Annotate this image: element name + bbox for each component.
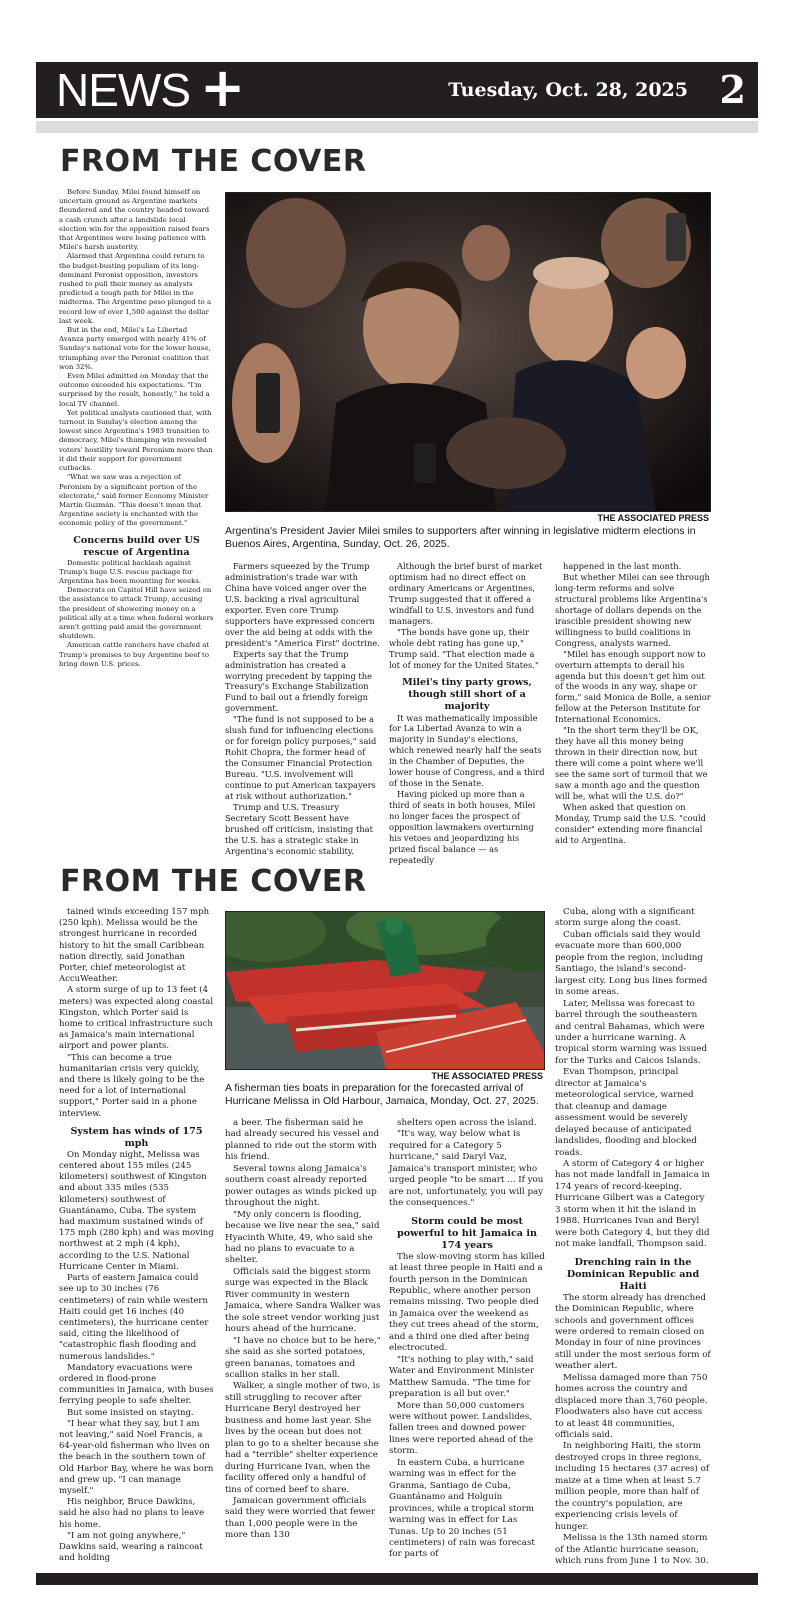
masthead-title: NEWS xyxy=(56,64,190,116)
paragraph: Jamaican government officials said they were worried that fewer than 1,000 people were in the more than 130 xyxy=(225,1495,376,1541)
paragraph: Officials said the biggest storm surge was expected in the Black River community in western Jamaica, where Sandra Walker was the sole street vendor working just hours ahead of the hurricane. xyxy=(225,1266,381,1335)
paragraph: His neighbor, Bruce Dawkins, said he also had no plans to leave his home. xyxy=(59,1497,205,1530)
story1-col3-paragraphs xyxy=(389,561,545,671)
paragraph: It was mathematically impossible for La Libertad Avanza to win a majority in Sunday's elections, which renewed nearly half the seats in the Chamber of Deputies, the lower house of Congress, and a third of those in the Senate. xyxy=(389,712,545,789)
story2-column-2 xyxy=(225,1118,381,1568)
story1-subheading-1: Concerns build over US rescue of Argentina xyxy=(73,534,200,558)
paragraph: Having picked up more than a third of seats in both houses, Milei no longer faces the prospect of opposition lawmakers overturning his vetoes and jeopardizing his prized fiscal balance — as repeatedly xyxy=(389,789,536,865)
story1-col2-paragraphs xyxy=(225,561,381,857)
paragraph: Experts say that the Trump administration has created a worrying precedent by tapping the Treasury's Exchange Stabilization Fund to bail out a friendly foreign government. xyxy=(225,648,373,714)
story1-column-3 xyxy=(389,561,545,866)
story1-photo-caption: Argentina's President Javier Milei smiles to supporters after winning in legislative midterm elections in Buenos Aires, Argentina, Sunday, Oct. 26, 2025. xyxy=(225,525,696,550)
story2-col3-paragraphs xyxy=(389,1118,545,1210)
paragraph: "I hear what they say, but I am not leaving," said Noel Francis, a 64-year-old fisherman who lives on the beach in the southern town of Old Harbor Bay, where he was born and grew up. "I can manage myself." xyxy=(59,1418,214,1496)
story2-col3b-paragraphs xyxy=(389,1252,545,1561)
story1-col3b-paragraphs xyxy=(389,713,545,866)
crowd-photo-image xyxy=(226,193,710,511)
paragraph: Even Milei admitted on Monday that the outcome exceeded his expectations. "I'm surprised by the result, honestly," he told a local TV channel. xyxy=(59,372,210,408)
paragraph: Cuban officials said they would evacuate more than 600,000 people from the region, including Santiago, the island's second-largest city. Long bus lines formed in some areas. xyxy=(555,929,708,998)
story2-photo-credit: THE ASSOCIATED PRESS xyxy=(431,1071,543,1081)
story1-subheading-2: Milei's tiny party grows, though still short of a majority xyxy=(402,676,532,712)
paragraph: Trump and U.S. Treasury Secretary Scott Bessent have brushed off criticism, insisting that the U.S. has a strategic stake in Argentina's economic stability. xyxy=(225,801,373,856)
paragraph: "Milei has enough support now to overturn attempts to derail his agenda but this doesn't get him out of the woods in any way, shape or form," said Monica de Bolle, a senior fellow at the Peterson Institute for International Economics. xyxy=(555,648,711,725)
section-title-story1: FROM THE COVER xyxy=(60,144,367,179)
story2-column-4 xyxy=(555,907,711,1567)
paragraph: Evan Thompson, principal director at Jamaica's meteorological service, warned that cleanup and damage assessment would be severely delayed because of anticipated landslides, flooding and blocked roads. xyxy=(555,1067,697,1158)
paragraph: Farmers squeezed by the Trump administration's trade war with China have voiced anger over the U.S. backing a rival agricultural exporter. Even core Trump supporters have expressed concern over the aid being at odds with the president's "America First" doctrine. xyxy=(225,561,380,648)
story1-photo xyxy=(225,192,711,512)
story2-column-3 xyxy=(389,1118,545,1568)
paragraph: When asked that question on Monday, Trump said the U.S. "could consider" extending more financial aid to Argentina. xyxy=(555,801,706,845)
paragraph: Yet political analysts cautioned that, with turnout in Sunday's election among the lowest since Argentina's 1983 transition to democracy, Milei's thumping win revealed voters' hostility toward Peronism more than it did their support for government cutbacks. xyxy=(59,408,213,473)
paragraph: Cuba, along with a significant storm surge along the coast. xyxy=(555,907,695,929)
paragraph: "I have no choice but to be here," she said as she sorted potatoes, green bananas, tomatoes and scallion stalks in her stall. xyxy=(225,1335,381,1380)
paragraph: The storm already has drenched the Dominican Republic, where schools and government offices were ordered to remain closed on Monday in four of nine provinces still under the most serious form of weather alert. xyxy=(555,1292,711,1372)
story1-col4-paragraphs xyxy=(555,561,711,846)
story2-col1-paragraphs xyxy=(59,907,214,1120)
story1-photo-credit: THE ASSOCIATED PRESS xyxy=(597,513,709,523)
plus-icon: + xyxy=(200,56,246,119)
paragraph: Democrats on Capitol Hill have seized on the assistance to attack Trump, accusing the president of showering money on a political ally at a time when federal workers aren't getting paid amid the government shutdown. xyxy=(59,586,214,641)
paragraph: Although the brief burst of market optimism had no direct effect on ordinary Americans or Argentines, Trump suggested that it offered a windfall to U.S. investors and fund managers. xyxy=(389,561,543,626)
story2-col2-paragraphs xyxy=(225,1118,381,1542)
paragraph: "The fund is not supposed to be a slush fund for influencing elections or for foreign policy purposes," said Rohit Chopra, the former head of the Consumer Financial Protection Bureau. "U.S. involvement will continue to put American taxpayers at risk without authorization." xyxy=(225,714,377,802)
paragraph: On Monday night, Melissa was centered about 155 miles (245 kilometers) southwest of Kingston and about 335 miles (535 kilometers) southwest of Guantánamo, Cuba. The system had maximum sustained winds of 175 mph (280 kph) and was moving northwest at 2 mph (4 kph), according to the U.S. National Hurricane Center in Miami. xyxy=(59,1149,214,1272)
paragraph: A storm of Category 4 or higher has not made landfall in Jamaica in 174 years of record-keeping. Hurricane Gilbert was a Category 3 storm when it hit the island in 1988. Hurricanes Ivan and Beryl were both Category 4, but they did not make landfall, Thompson said. xyxy=(555,1158,710,1250)
page-number: 2 xyxy=(719,67,746,112)
masthead-divider xyxy=(36,121,758,133)
paragraph: In neighboring Haiti, the storm destroyed crops in three regions, including 15 hectares (37 acres) of maize at a time when at least 5.7 million people, more than half of the country's population, are experiencing crisis levels of hunger. xyxy=(555,1441,710,1532)
story2-photo-caption: A fisherman ties boats in preparation for the forecasted arrival of Hurricane Melissa in Old Harbour, Jamaica, Monday, Oct. 27, 2025. xyxy=(225,1082,539,1107)
story2-subheading-1: System has winds of 175 mph xyxy=(70,1125,203,1149)
masthead-date: Tuesday, Oct. 28, 2025 xyxy=(448,79,688,101)
paragraph: tained winds exceeding 157 mph (250 kph). Melissa would be the strongest hurricane in recorded history to hit the small Caribbean nation directly, said Jonathan Porter, chief meteorologist at AccuWeather. xyxy=(59,907,210,985)
paragraph: Parts of eastern Jamaica could see up to 30 inches (76 centimeters) of rain while western Haiti could get 16 inches (40 centimeters), the hurricane center said, citing the likelihood of "catastrophic flash flooding and numerous landslides." xyxy=(59,1273,209,1362)
section-title-story2: FROM THE COVER xyxy=(60,864,367,899)
story2-col1b-paragraphs xyxy=(59,1150,214,1565)
paragraph: American cattle ranchers have chafed at Trump's promises to buy Argentine beef to bring down U.S. prices. xyxy=(59,641,210,668)
paragraph: happened in the last month. xyxy=(563,561,682,571)
story2-col4b-paragraphs xyxy=(555,1293,711,1568)
paragraph: Before Sunday, Milei found himself on uncertain ground as Argentine markets floundered and the country headed toward a cash crunch after a landslide local election win for the opposition raised fears that Argentines were losing patience with Milei's harsh austerity. xyxy=(59,188,210,252)
paragraph: Later, Melissa was forecast to barrel through the southeastern and central Bahamas, which were under a hurricane warning. A tropical storm warning was issued for the Turks and Caicos Islands. xyxy=(555,998,708,1066)
story1-column-4 xyxy=(555,561,711,866)
paragraph: "The bonds have gone up, their whole debt rating has gone up," Trump said. "That election made a lot of money for the United States." xyxy=(389,626,539,670)
story2-photo xyxy=(225,911,545,1070)
paragraph: shelters open across the island. xyxy=(397,1118,537,1128)
story1-col1-paragraphs xyxy=(59,188,214,529)
paragraph: But in the end, Milei's La Libertad Avanza party emerged with nearly 41% of Sunday's national vote for the lower house, triumphing over the Peronist coalition that won 32%. xyxy=(59,326,211,371)
paragraph: "My only concern is flooding, because we live near the sea," said Hyacinth White, 49, who said she had no plans to evacuate to a shelter. xyxy=(225,1209,380,1266)
paragraph: Domestic political backlash against Trump's huge U.S. rescue package for Argentina has been mounting for weeks. xyxy=(59,558,202,585)
story1-column-2 xyxy=(225,561,381,866)
paragraph: Mandatory evacuations were ordered in flood-prone communities in Jamaica, with buses ferrying people to safe shelter. xyxy=(59,1362,214,1407)
paragraph: "It's nothing to play with," said Water and Environment Minister Matthew Samuda. "The time for preparation is all but over." xyxy=(389,1354,535,1400)
paragraph: In eastern Cuba, a hurricane warning was in effect for the Granma, Santiago de Cuba, Guantánamo and Holguín provinces, while a tropical storm warning was in effect for Las Tunas. Up to 20 inches (51 centimeters) of rain was forecast for parts of xyxy=(389,1457,535,1560)
paragraph: "It's way, way below what is required for a Category 5 hurricane," said Daryl Vaz, Jamaica's transport minister, who urged people "to be smart ... If you are not, unfortunately, you will pay the consequences." xyxy=(389,1129,544,1209)
paragraph: But some insisted on staying. xyxy=(67,1407,194,1418)
paragraph: "What we saw was a rejection of Peronism by a significant portion of the electorate," said former Economy Minister Martín Guzmán. "This doesn't mean that Argentine society is enchanted with the economic policy of the government." xyxy=(59,473,209,528)
paragraph: Walker, a single mother of two, is still struggling to recover after Hurricane Beryl destroyed her business and home last year. She lives by the ocean but does not plan to go to a shelter because she had a "terrible" shelter experience during Hurricane Ivan, when the facility offered only a handful of tins of corned beef to share. xyxy=(225,1381,381,1495)
story2-column-1 xyxy=(59,907,214,1567)
story2-col4-paragraphs xyxy=(555,907,711,1251)
paragraph: Melissa is the 13th named storm of the Atlantic hurricane season, which runs from June 1 to Nov. 30. xyxy=(555,1533,709,1567)
fisherman-boats-image xyxy=(226,912,544,1069)
paragraph: A storm surge of up to 13 feet (4 meters) was expected along coastal Kingston, which Porter said is home to critical infrastructure such as Jamaica's main international airport and power plants. xyxy=(59,985,214,1052)
paragraph: More than 50,000 customers were without power. Landslides, fallen trees and downed power lines were reported ahead of the storm. xyxy=(389,1400,534,1457)
paragraph: a beer. The fisherman said he had already secured his vessel and planned to ride out the storm with his friend. xyxy=(225,1118,380,1163)
story2-subheading-3: Drenching rain in the Dominican Republic and Haiti xyxy=(566,1256,700,1292)
paragraph: But whether Milei can see through long-term reforms and solve structural problems like Argentina's shortage of dollars depends on the irascible president showing new willingness to build coalitions in Congress, analysts warned. xyxy=(555,571,710,648)
masthead xyxy=(36,56,758,119)
story2-subheading-2: Storm could be most powerful to hit Jamaica in 174 years xyxy=(397,1215,537,1251)
paragraph: "I am not going anywhere," Dawkins said, wearing a raincoat and holding xyxy=(59,1530,203,1564)
paragraph: Alarmed that Argentina could return to the budget-busting populism of its long-dominant Peronist opposition, investors rushed to pull their money as analysts predicted a tough path for Milei in the midterms. The Argentine peso plunged to a record low of over 1,500 against the dollar last week. xyxy=(59,252,212,325)
paragraph: The slow-moving storm has killed at least three people in Haiti and a fourth person in the Dominican Republic, where another person remains missing. Two people died in Jamaica over the weekend as they cut trees ahead of the storm, and a third one died after being electrocuted. xyxy=(389,1251,545,1354)
paragraph: Several towns along Jamaica's southern coast already reported power outages as winds picked up throughout the night. xyxy=(225,1163,377,1209)
story1-col1b-paragraphs xyxy=(59,559,214,669)
story1-column-1 xyxy=(59,188,214,673)
paragraph: "In the short term they'll be OK, they have all this money being thrown in their direction now, but there will come a point where we'll see the same sort of turmoil that we saw a month ago and the question will be, what will the U.S. do?" xyxy=(555,725,708,802)
paragraph: Melissa damaged more than 750 homes across the country and displaced more than 3,760 people. Floodwaters also have cut access to at least 48 communities, officials said. xyxy=(555,1372,708,1441)
footer-bar xyxy=(36,1573,758,1585)
paragraph: "This can become a true humanitarian crisis very quickly, and there is likely going to be the need for a lot of international support," Porter said in a phone interview. xyxy=(59,1052,205,1119)
